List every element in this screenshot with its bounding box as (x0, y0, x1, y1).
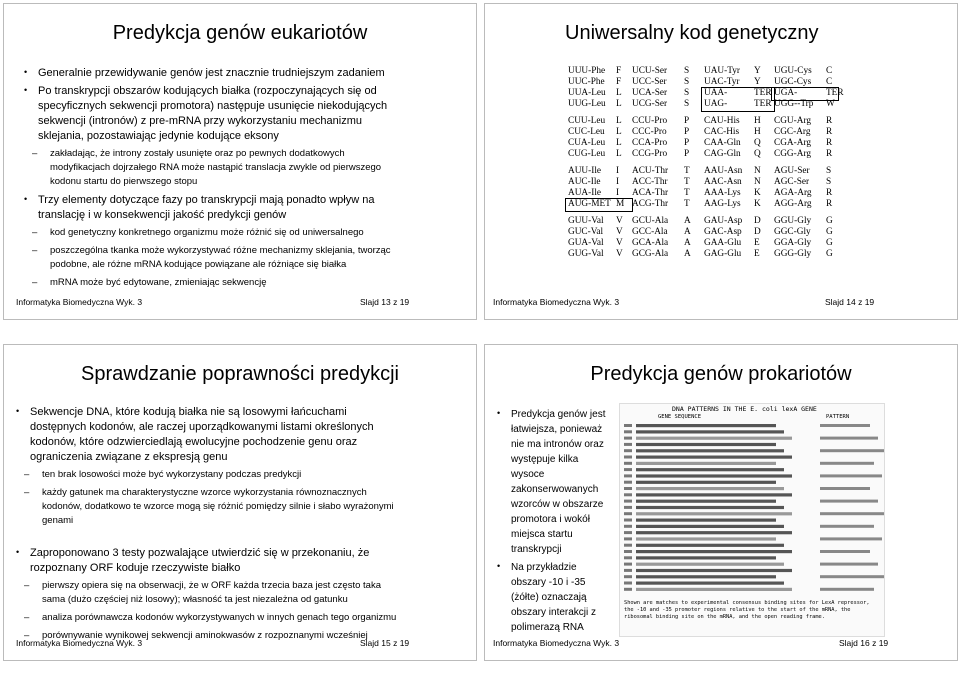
sub-bullet-item: – kod genetyczny konkretnego organizmu może różnić się od uniwersalnego (24, 226, 402, 240)
sequence-line (636, 569, 792, 572)
amino-letter: A (684, 238, 691, 248)
figure-col-right: PATTERN (826, 414, 850, 420)
amino-letter: E (754, 249, 760, 259)
sequence-line (636, 500, 776, 503)
amino-letter: L (616, 88, 622, 98)
pattern-label (820, 537, 882, 540)
amino-letter: S (684, 88, 690, 98)
sub-bullet-item: – porównywanie wynikowej sekwencji aminokwasów z rozpoznanymi wcześniej (16, 629, 404, 643)
codon-cell: CGU-Arg (774, 116, 812, 126)
amino-letter: F (616, 66, 622, 76)
amino-letter: A (684, 249, 691, 259)
codon-cell: UCA-Ser (632, 88, 668, 98)
sequence-position (624, 512, 632, 515)
codon-row (568, 177, 838, 188)
codon-cell: GCG-Ala (632, 249, 669, 259)
sequence-position (624, 575, 632, 578)
codon-row (568, 216, 838, 227)
sequence-line (636, 537, 776, 540)
sequence-line (636, 512, 792, 515)
amino-letter: Q (754, 138, 761, 148)
sequence-position (624, 430, 632, 433)
codon-cell: AGG-Arg (774, 199, 812, 209)
amino-letter: E (754, 238, 760, 248)
sequence-position (624, 474, 632, 477)
codon-cell: UAA- (704, 88, 728, 98)
amino-letter: A (684, 216, 691, 226)
amino-letter: H (754, 127, 761, 137)
sequence-line (636, 556, 776, 559)
sequence-position (624, 582, 632, 585)
amino-letter: I (616, 188, 620, 198)
amino-letter: V (616, 227, 623, 237)
sub-bullet-item: – każdy gatunek ma charakterystyczne wzorce wykorzystania równoznacznych kodonów, dodatkowo te wzorce mogą się różnić pomiędzy silnie i słabo wyrażonymi genami (16, 486, 404, 528)
sequence-line (636, 575, 776, 578)
codon-cell: CCC-Pro (632, 127, 667, 137)
codon-cell: GUA-Val (568, 238, 604, 248)
codon-cell: AUG-MET (568, 199, 611, 209)
amino-letter: P (684, 138, 690, 148)
codon-row (568, 249, 838, 260)
amino-letter: D (754, 216, 761, 226)
codon-cell: CAU-His (704, 116, 740, 126)
pattern-label (820, 588, 874, 591)
sub-bullet-item: – poszczególna tkanka może wykorzystywać różne mechanizmy sklejania, tworząc podobne, ale różne mRNA kodujące powiązane ale różniące się białka (24, 244, 402, 272)
amino-letter: T (684, 177, 690, 187)
sequence-position (624, 519, 632, 522)
amino-letter: L (616, 138, 622, 148)
bullet-item: • Zaproponowano 3 testy pozwalające utwierdzić się w przekonaniu, że rozpoznany ORF koduje rzeczywiste białko (16, 546, 404, 576)
sequence-position (624, 563, 632, 566)
codon-row (568, 127, 838, 138)
amino-letter: G (826, 216, 833, 226)
codon-cell: GCA-Ala (632, 238, 669, 248)
amino-letter: P (684, 116, 690, 126)
codon-cell: AUA-Ile (568, 188, 602, 198)
amino-letter: C (826, 66, 833, 76)
pattern-label (820, 474, 882, 477)
pattern-label (820, 575, 884, 578)
codon-cell: UUU-Phe (568, 66, 606, 76)
pattern-label (820, 512, 884, 515)
codon-cell: AAC-Asn (704, 177, 742, 187)
amino-letter: V (616, 216, 623, 226)
sequence-position (624, 443, 632, 446)
sequence-line (636, 544, 784, 547)
codon-cell: AGU-Ser (774, 166, 810, 176)
codon-cell: CGA-Arg (774, 138, 812, 148)
sub-bullet-item: – pierwszy opiera się na obserwacji, że w ORF każda trzecia baza jest często taka sama (dużo częściej niż losowy); własność ta jest niezależna od gatunku (16, 579, 404, 607)
amino-letter: N (754, 177, 761, 187)
footer-right: Slajd 16 z 19 (839, 638, 889, 648)
amino-letter: K (754, 188, 761, 198)
codon-cell: AGC-Ser (774, 177, 810, 187)
codon-cell: GGU-Gly (774, 216, 812, 226)
amino-letter: S (684, 66, 690, 76)
codon-cell: AAU-Asn (704, 166, 743, 176)
sub-bullet-item: – ten brak losowości może być wykorzystany podczas predykcji (16, 468, 404, 482)
amino-letter: T (684, 188, 690, 198)
codon-cell: GAU-Asp (704, 216, 743, 226)
amino-letter: S (684, 77, 690, 87)
sequence-position (624, 500, 632, 503)
codon-cell: UAC-Tyr (704, 77, 740, 87)
codon-cell: GAC-Asp (704, 227, 742, 237)
amino-letter: R (826, 127, 833, 137)
codon-cell: GUG-Val (568, 249, 604, 259)
sequence-line (636, 563, 784, 566)
lexA-sequence-figure (619, 403, 885, 637)
amino-letter: H (754, 116, 761, 126)
sequence-line (636, 550, 792, 553)
amino-letter: TER (826, 88, 844, 98)
bullet-item: • Na przykładzie obszary -10 i -35 (żółte) oznaczają obszary interakcji z polimerazą RNA (497, 560, 609, 635)
sequence-line (636, 443, 776, 446)
codon-cell: CUG-Leu (568, 149, 606, 159)
codon-row (568, 238, 838, 249)
pattern-label (820, 550, 870, 553)
sequence-line (636, 525, 784, 528)
codon-cell: UAU-Tyr (704, 66, 741, 76)
amino-letter: T (684, 166, 690, 176)
codon-cell: ACC-Thr (632, 177, 668, 187)
sequence-line (636, 487, 784, 490)
codon-cell: GUU-Val (568, 216, 604, 226)
pattern-label (820, 563, 878, 566)
sequence-position (624, 468, 632, 471)
sequence-position (624, 493, 632, 496)
codon-cell: CCA-Pro (632, 138, 668, 148)
codon-cell: CCU-Pro (632, 116, 668, 126)
sequence-position (624, 556, 632, 559)
codon-cell: GGA-Gly (774, 238, 812, 248)
codon-table (568, 66, 844, 266)
amino-letter: P (684, 149, 690, 159)
codon-cell: GUC-Val (568, 227, 604, 237)
amino-letter: TER (754, 88, 772, 98)
codon-row (568, 138, 838, 149)
amino-letter: V (616, 238, 623, 248)
slide-title: Predykcja genów prokariotów (590, 363, 852, 385)
amino-letter: R (826, 116, 833, 126)
amino-letter: D (754, 227, 761, 237)
footer-right: Slajd 15 z 19 (360, 638, 410, 648)
sequence-line (636, 588, 792, 591)
highlight-box (701, 87, 775, 112)
amino-letter: L (616, 116, 622, 126)
amino-letter: W (826, 99, 835, 109)
codon-cell: UUA-Leu (568, 88, 606, 98)
sequence-position (624, 424, 632, 427)
codon-cell: GGG-Gly (774, 249, 812, 259)
amino-letter: S (684, 99, 690, 109)
bullet-item: • Po transkrypcji obszarów kodujących białka (rozpoczynających się od specyficznych sekwencji promotora) następuje usunięcie niekodujących sekwencji (intronów) z pre-mRNA przy wykorzystaniu mechanizmu sklejania, pozostawiając jedynie kodujące eksony (24, 84, 402, 144)
amino-letter: F (616, 77, 622, 87)
sequence-position (624, 537, 632, 540)
codon-cell: GGC-Gly (774, 227, 811, 237)
amino-letter: R (826, 138, 833, 148)
sequence-line (636, 430, 784, 433)
amino-letter: G (826, 227, 833, 237)
sequence-line (636, 462, 776, 465)
amino-letter: M (616, 199, 625, 209)
codon-row (568, 166, 838, 177)
amino-letter: R (826, 199, 833, 209)
codon-cell: UCU-Ser (632, 66, 668, 76)
sequence-position (624, 437, 632, 440)
figure-caption: Shown are matches to experimental consensus binding sites for LexA repressor, the -10 and -35 promoter regions relative to the start of the mRNA, the ribosomal binding site on the mRNA, and the open reading frame. (624, 600, 870, 620)
amino-letter: S (826, 177, 832, 187)
sub-bullet-item: – zakładając, że introny zostały usunięte oraz po pewnych dodatkowych modyfikacjach dojrzałego RNA może nastąpić translacja zwykle od pierwszego kodonu startu do pierwszego stopu (24, 147, 402, 189)
footer-left: Informatyka Biomedyczna Wyk. 3 (16, 638, 143, 648)
footer-left: Informatyka Biomedyczna Wyk. 3 (493, 638, 620, 648)
codon-row (568, 66, 838, 77)
amino-letter: P (684, 127, 690, 137)
pattern-label (820, 449, 884, 452)
codon-cell: ACU-Thr (632, 166, 669, 176)
sequence-line (636, 519, 776, 522)
bullet-list (24, 66, 402, 294)
sequence-position (624, 487, 632, 490)
sequence-line (636, 582, 784, 585)
codon-cell: CAA-Gln (704, 138, 741, 148)
codon-cell: CUA-Leu (568, 138, 606, 148)
amino-letter: K (754, 199, 761, 209)
codon-cell: GCU-Ala (632, 216, 669, 226)
codon-cell: UGA- (774, 88, 798, 98)
codon-cell: CUC-Leu (568, 127, 605, 137)
codon-cell: CAG-Gln (704, 149, 741, 159)
amino-letter: N (754, 166, 761, 176)
sequence-line (636, 481, 776, 484)
bullet-list (16, 405, 404, 647)
sequence-line (636, 531, 792, 534)
amino-letter: I (616, 166, 620, 176)
amino-letter: A (684, 227, 691, 237)
amino-letter: G (826, 249, 833, 259)
codon-cell: CUU-Leu (568, 116, 606, 126)
codon-cell: UCG-Ser (632, 99, 668, 109)
codon-group (568, 116, 838, 160)
footer-left: Informatyka Biomedyczna Wyk. 3 (16, 297, 143, 307)
footer-left: Informatyka Biomedyczna Wyk. 3 (493, 297, 620, 307)
figure-heading: DNA PATTERNS IN THE E. coli lexA GENE (672, 405, 817, 413)
codon-cell: AGA-Arg (774, 188, 812, 198)
codon-cell: GAG-Glu (704, 249, 742, 259)
sequence-position (624, 544, 632, 547)
pattern-label (820, 424, 870, 427)
codon-cell: UGG--Trp (774, 99, 814, 109)
slide-13 (3, 3, 477, 320)
amino-letter: Y (754, 66, 761, 76)
bullet-item: • Generalnie przewidywanie genów jest znacznie trudniejszym zadaniem (24, 66, 402, 81)
codon-group (568, 216, 838, 260)
amino-letter: V (616, 249, 623, 259)
pattern-label (820, 525, 874, 528)
amino-letter: TER (754, 99, 772, 109)
bullet-item: • Sekwencje DNA, które kodują białka nie są losowymi łańcuchami dostępnych kodonów, ale raczej uporządkowanymi listami określonych kodonów, które odzwierciedlają ewolucyjne pochodzenie genu oraz ograniczenia związane z ekspresją genu (16, 405, 404, 465)
sequence-position (624, 588, 632, 591)
sequence-line (636, 456, 792, 459)
sequence-position (624, 481, 632, 484)
sequence-position (624, 569, 632, 572)
slide-title: Predykcja genów eukariotów (112, 22, 368, 44)
sequence-position (624, 531, 632, 534)
amino-letter: Q (754, 149, 761, 159)
amino-letter: R (826, 188, 833, 198)
codon-cell: ACA-Thr (632, 188, 669, 198)
highlight-box (565, 198, 633, 212)
codon-cell: ACG-Thr (632, 199, 669, 209)
sequence-position (624, 525, 632, 528)
sequence-position (624, 462, 632, 465)
amino-letter: S (826, 166, 832, 176)
codon-cell: CGG-Arg (774, 149, 812, 159)
sequence-line (636, 424, 776, 427)
footer-right: Slajd 13 z 19 (360, 297, 410, 307)
sequence-position (624, 456, 632, 459)
sequence-position (624, 449, 632, 452)
codon-cell: UCC-Ser (632, 77, 667, 87)
codon-cell: UGU-Cys (774, 66, 812, 76)
sequence-line (636, 437, 792, 440)
amino-letter: R (826, 149, 833, 159)
amino-letter: L (616, 149, 622, 159)
figure-col-left: GENE SEQUENCE (658, 414, 702, 420)
codon-cell: AUU-Ile (568, 166, 602, 176)
codon-cell: UAG- (704, 99, 728, 109)
slide-title: Uniwersalny kod genetyczny (565, 22, 819, 44)
codon-row (568, 116, 838, 127)
codon-row (568, 227, 838, 238)
sub-bullet-item: – mRNA może być edytowane, zmieniając sekwencję (24, 276, 402, 290)
slide-15 (3, 344, 477, 661)
amino-letter: I (616, 177, 620, 187)
amino-letter: L (616, 127, 622, 137)
amino-letter: Y (754, 77, 761, 87)
sequence-position (624, 506, 632, 509)
footer-right: Slajd 14 z 19 (825, 297, 875, 307)
bullet-item: • Trzy elementy dotyczące fazy po transkrypcji mają ponadto wpływ na translację i w konsekwencji jakość predykcji genów (24, 193, 402, 223)
amino-letter: T (684, 199, 690, 209)
pattern-label (820, 437, 878, 440)
amino-letter: C (826, 77, 833, 87)
codon-cell: CGC-Arg (774, 127, 811, 137)
slide-16 (484, 344, 958, 661)
pattern-label (820, 500, 878, 503)
codon-cell: CAC-His (704, 127, 740, 137)
codon-cell: AAG-Lys (704, 199, 741, 209)
sub-bullet-item: – analiza porównawcza kodonów wykorzystywanych w innych genach tego organizmu (16, 611, 404, 625)
sequence-line (636, 474, 792, 477)
amino-letter: G (826, 238, 833, 248)
pattern-label (820, 462, 874, 465)
pattern-label (820, 487, 870, 490)
sequence-position (624, 550, 632, 553)
codon-cell: CCG-Pro (632, 149, 668, 159)
sequence-line (636, 506, 784, 509)
sequence-line (636, 493, 792, 496)
slide-14 (484, 3, 958, 320)
slide-title: Sprawdzanie poprawności predykcji (81, 363, 399, 385)
bullet-item: • Predykcja genów jest łatwiejsza, ponieważ nie ma intronów oraz występuje kilka wysoce zakonserwowanych wzorców w obszarze promotora i wokół miejsca startu transkrypcji (497, 407, 609, 557)
bullet-list (497, 407, 609, 638)
codon-row (568, 149, 838, 160)
codon-cell: UUC-Phe (568, 77, 605, 87)
codon-cell: UGC-Cys (774, 77, 812, 87)
codon-cell: AAA-Lys (704, 188, 741, 198)
amino-letter: L (616, 99, 622, 109)
sequence-line (636, 468, 784, 471)
codon-cell: AUC-Ile (568, 177, 601, 187)
highlight-box (771, 87, 844, 101)
codon-cell: GCC-Ala (632, 227, 668, 237)
sequence-line (636, 449, 784, 452)
codon-cell: UUG-Leu (568, 99, 606, 109)
codon-cell: GAA-Glu (704, 238, 742, 248)
